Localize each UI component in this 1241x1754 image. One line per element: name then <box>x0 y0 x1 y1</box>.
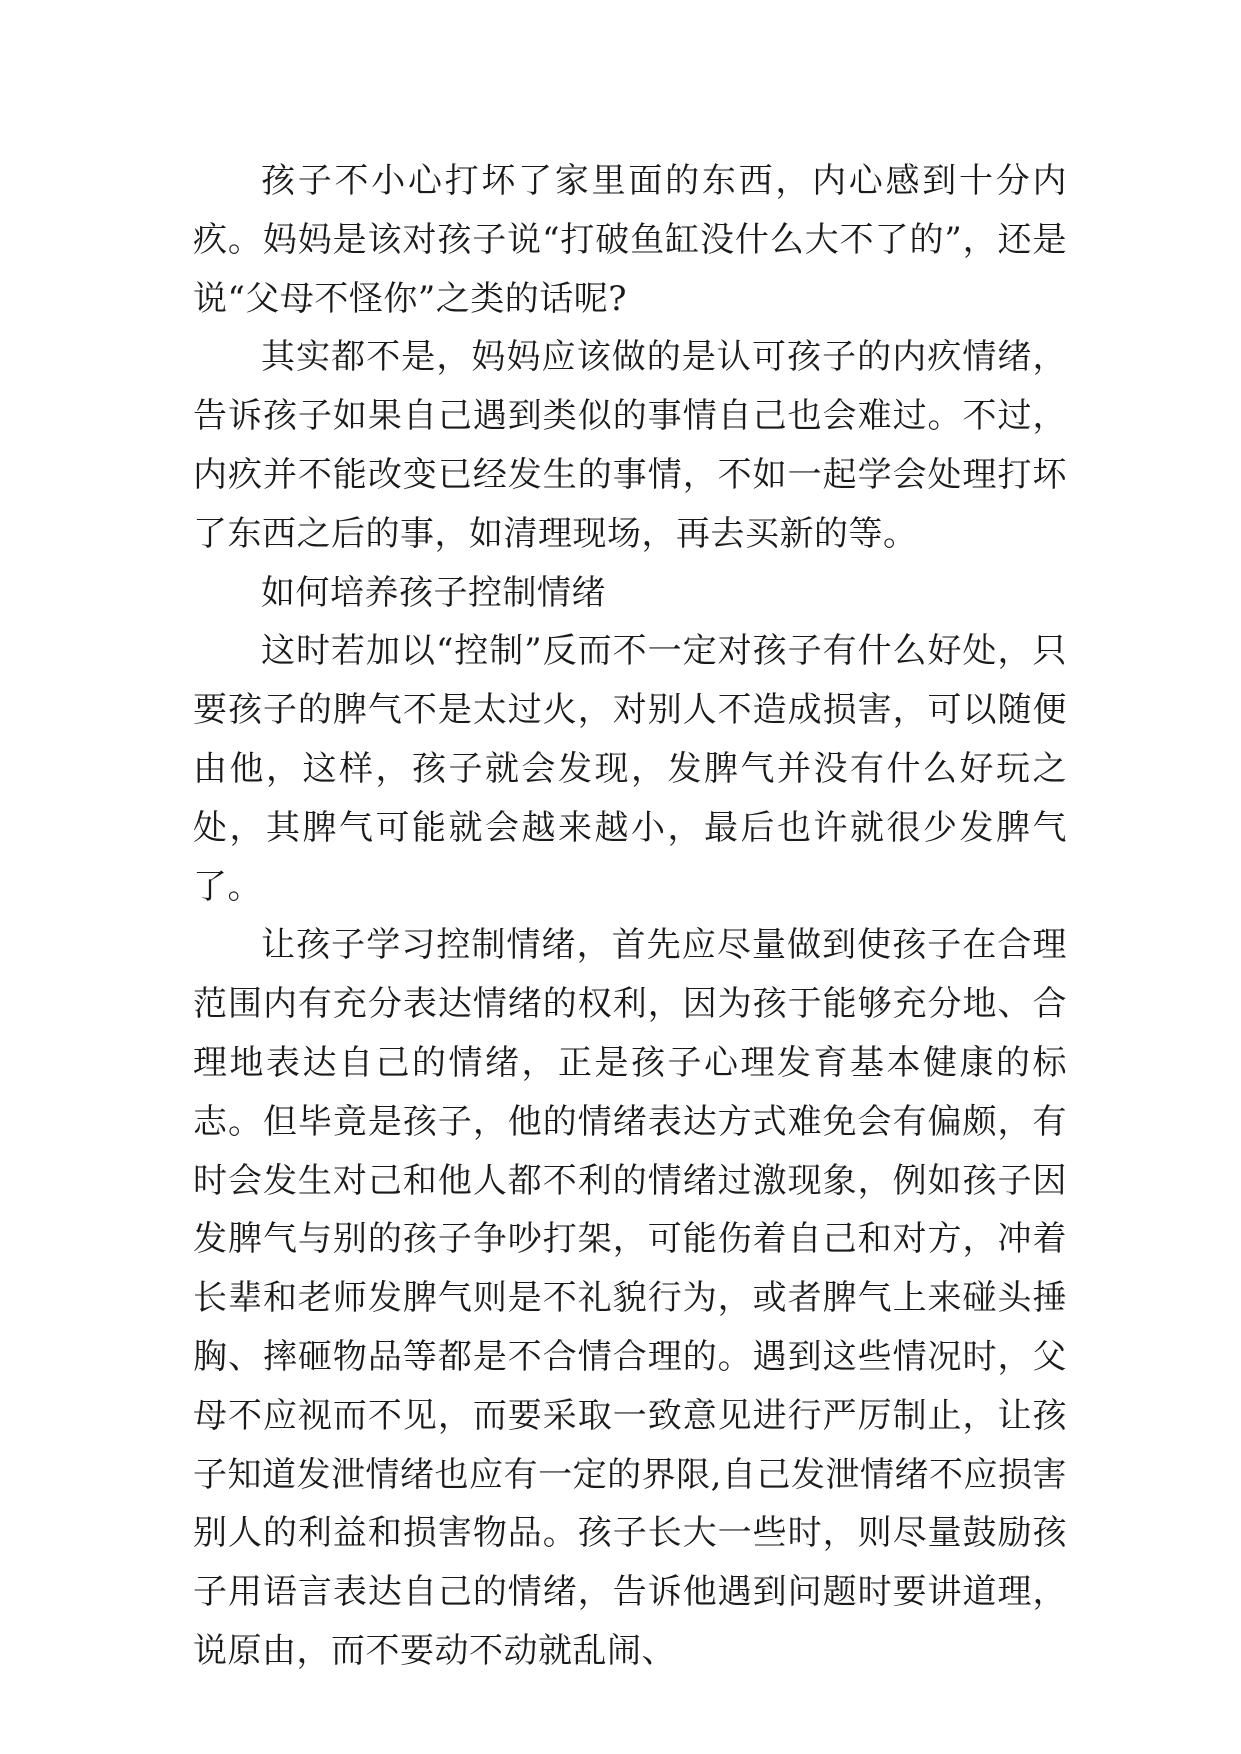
paragraph-1: 孩子不小心打坏了家里面的东西，内心感到十分内疚。妈妈是该对孩子说“打破鱼缸没什么大不了的”，还是说“父母不怪你”之类的话呢? <box>193 161 1067 319</box>
paragraph-2: 其实都不是，妈妈应该做的是认可孩子的内疚情绪，告诉孩子如果自己遇到类似的事情自己也会难过。不过，内疚并不能改变已经发生的事情，不如一起学会处理打坏了东西之后的事，如清理现场，再去买新的等。 <box>193 337 1067 554</box>
paragraph-4: 让孩子学习控制情绪，首先应尽量做到使孩子在合理范围内有充分表达情绪的权利，因为孩于能够充分地、合理地表达自己的情绪，正是孩子心理发育基本健康的标志。但毕竟是孩子，他的情绪表达方式难免会有偏颇，有时会发生对己和他人都不利的情绪过激现象，例如孩子因发脾气与别的孩子争吵打架，可能伤着自己和对方，冲着长辈和老师发脾气则是不礼貌行为，或者脾气上来碰头捶胸、摔砸物品等都是不合情合理的。遇到这些情况时，父母不应视而不见，而要采取一致意见进行严厉制止，让孩子知道发泄情绪也应有一定的界限,自己发泄情绪不应损害别人的利益和损害物品。孩子长大一些时，则尽量鼓励孩子用语言表达自己的情绪，告诉他遇到问题时要讲道理，说原由，而不要动不动就乱闹、 <box>193 925 1067 1671</box>
paragraph-3: 这时若加以“控制”反而不一定对孩子有什么好处，只要孩子的脾气不是太过火，对别人不造成损害，可以随便由他，这样，孩子就会发现，发脾气并没有什么好玩之处，其脾气可能就会越来越小，最后也许就很少发脾气了。 <box>193 631 1067 907</box>
document-body <box>193 152 1067 1681</box>
section-heading: 如何培养孩子控制情绪 <box>261 572 606 613</box>
